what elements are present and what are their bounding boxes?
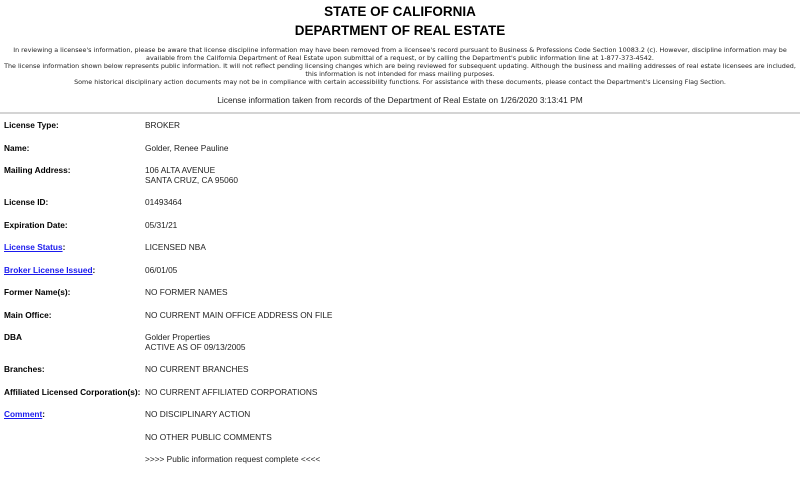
records-timestamp: License information taken from records of the Department of Real Estate on 1/26/2020 3:13:41 PM — [217, 95, 583, 105]
comment-label — [4, 409, 145, 432]
row-license-status — [4, 242, 332, 265]
former-names-label: Former Name(s): — [4, 287, 71, 297]
license-id-value: 01493464 — [145, 197, 182, 207]
license-status-link[interactable]: License Status — [4, 242, 63, 252]
affiliated-corporations-label: Affiliated Licensed Corporation(s): — [4, 386, 141, 397]
row-comment — [4, 409, 332, 432]
name-value: Golder, Renee Pauline — [145, 142, 229, 153]
page-title-line2: DEPARTMENT OF REAL ESTATE — [294, 23, 506, 38]
row-license-id — [4, 197, 332, 220]
divider — [0, 112, 800, 114]
license-status-label — [4, 242, 145, 265]
row-main-office — [4, 310, 332, 333]
row-expiration-date — [4, 220, 332, 243]
notice-paragraph-2: The license information shown below represents public information. It will not reflect pending licensing changes which are being reviewed for subsequent updating. Although the business and mailing addresses of real estate licensees are included, this information is not intended for mass mailing purposes. — [4, 62, 796, 78]
row-mailing-address — [4, 165, 332, 197]
expiration-date-value: 05/31/21 — [145, 219, 178, 230]
broker-license-issued-colon: : — [92, 264, 96, 275]
comment-value-public: NO OTHER PUBLIC COMMENTS — [145, 431, 272, 442]
empty-cell — [4, 454, 145, 477]
comment-colon: : — [42, 409, 46, 419]
dba-value — [145, 332, 332, 364]
disclaimer-notice — [4, 46, 796, 86]
row-license-type — [4, 120, 332, 143]
mailing-address-label: Mailing Address: — [4, 165, 71, 175]
notice-paragraph-1: In reviewing a licensee's information, please be aware that license discipline information may have been removed from a licensee's record pursuant to Business & Professions Code Section 10083.2 (c). However, discipline information may be available from the California Department of Real Estate upon submittal of a request, or by calling the Department's public information line at 1-877-373-4542. — [13, 46, 787, 62]
row-broker-license-issued — [4, 265, 332, 288]
page-header — [0, 4, 800, 38]
dba-status: ACTIVE AS OF 09/13/2005 — [145, 342, 246, 352]
row-comment-2 — [4, 432, 332, 455]
request-complete-note: >>>> Public information request complete <<<< — [145, 454, 321, 464]
row-affiliated-corporations — [4, 387, 332, 410]
row-branches — [4, 364, 332, 387]
affiliated-corporations-value: NO CURRENT AFFILIATED CORPORATIONS — [145, 386, 318, 397]
row-former-names — [4, 287, 332, 310]
license-id-label: License ID: — [4, 197, 49, 207]
license-type-label: License Type: — [4, 120, 59, 130]
name-label: Name: — [4, 142, 30, 153]
license-status-value: LICENSED NBA — [145, 242, 206, 252]
license-type-value: BROKER — [145, 120, 181, 130]
comment-value-disciplinary: NO DISCIPLINARY ACTION — [145, 409, 251, 419]
former-names-value: NO FORMER NAMES — [145, 287, 228, 297]
notice-paragraph-3: Some historical disciplinary action documents may not be in compliance with certain accessibility functions. For assistance with these documents, please contact the Department's Licensing Flag Section. — [74, 78, 726, 86]
mailing-address-value — [145, 165, 332, 197]
main-office-label: Main Office: — [4, 309, 52, 320]
dba-name: Golder Properties — [145, 332, 211, 342]
dba-label: DBA — [4, 332, 22, 342]
broker-license-issued-link[interactable]: Broker License Issued — [4, 264, 93, 275]
comment-link[interactable]: Comment — [4, 409, 43, 419]
mailing-address-line1: 106 ALTA AVENUE — [145, 165, 216, 175]
branches-label: Branches: — [4, 364, 45, 374]
mailing-address-line2: SANTA CRUZ, CA 95060 — [145, 175, 238, 185]
page-title-line1: STATE OF CALIFORNIA — [324, 4, 476, 19]
license-info-table — [4, 120, 332, 477]
license-status-colon: : — [62, 242, 66, 252]
row-footer-note — [4, 454, 332, 477]
row-dba — [4, 332, 332, 364]
branches-value: NO CURRENT BRANCHES — [145, 364, 249, 374]
main-office-value: NO CURRENT MAIN OFFICE ADDRESS ON FILE — [145, 309, 333, 320]
broker-license-issued-label — [4, 265, 145, 288]
expiration-date-label: Expiration Date: — [4, 219, 68, 230]
empty-cell — [4, 432, 145, 455]
row-name — [4, 143, 332, 166]
broker-license-issued-value: 06/01/05 — [145, 264, 178, 275]
